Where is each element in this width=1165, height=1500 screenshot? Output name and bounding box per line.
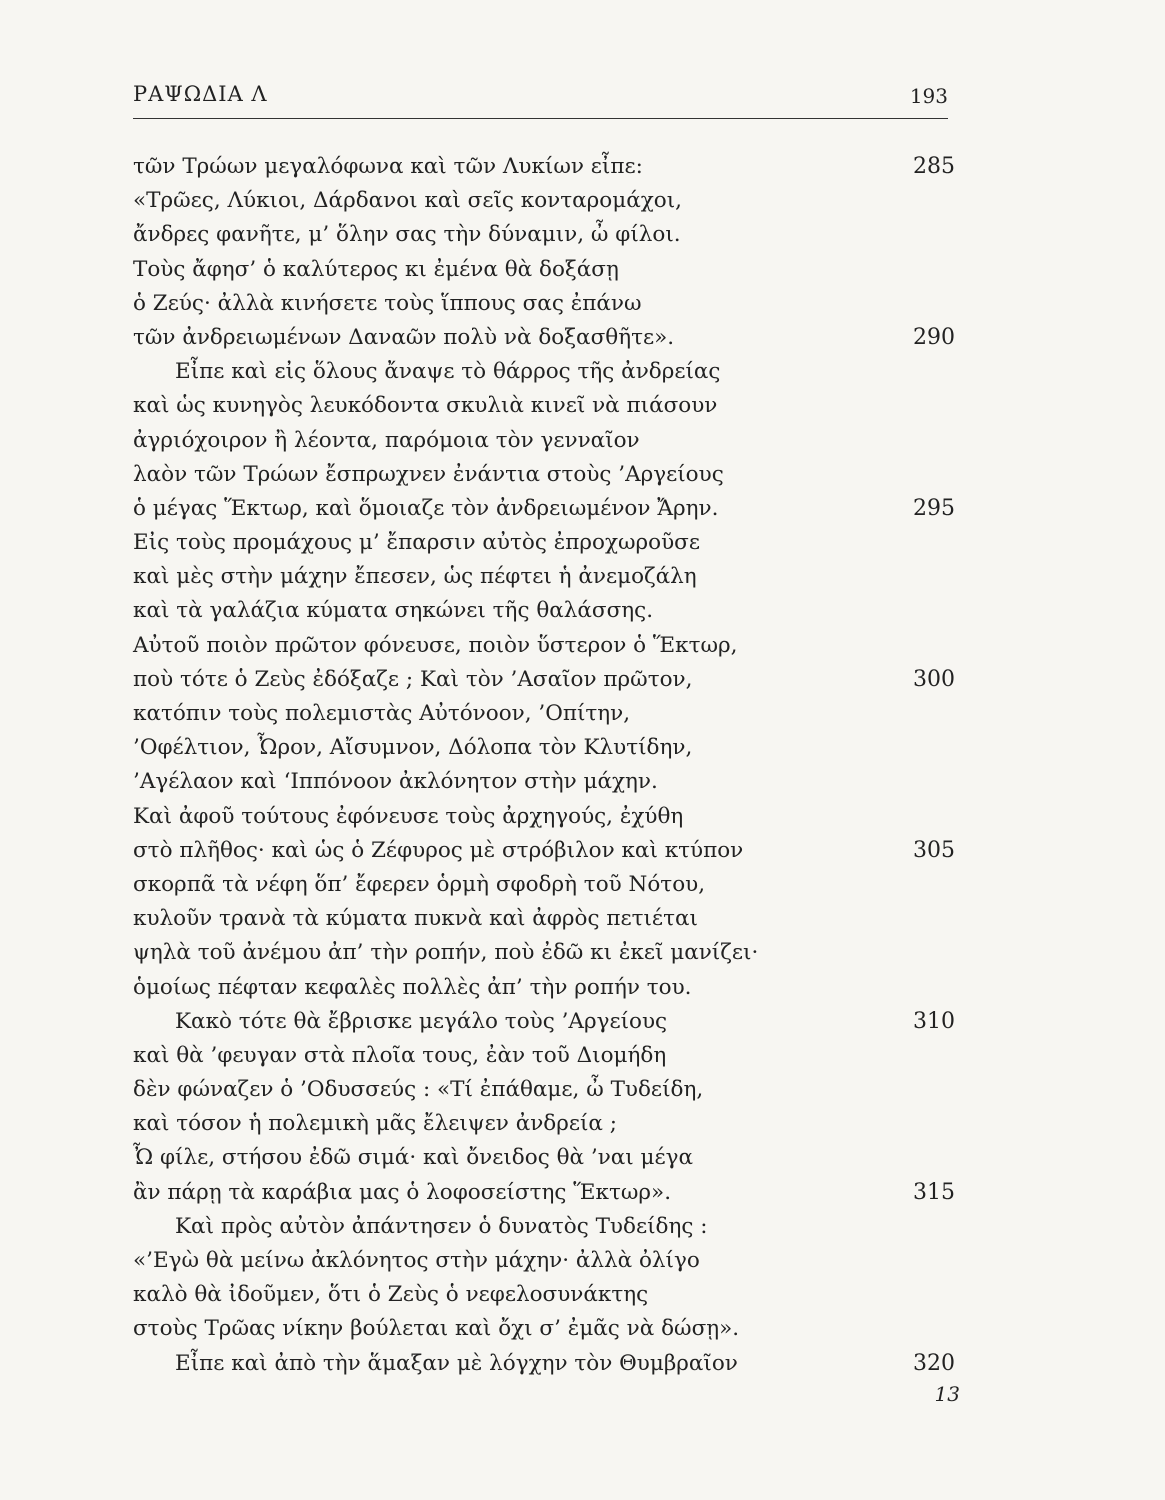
verse-line xyxy=(133,287,963,321)
verse-text: δὲν φώναζεν ὁ ’Οδυσσεύς : «Τί ἐπάθαμε, ὦ Τυδείδη, xyxy=(133,1077,704,1103)
verse-line xyxy=(133,1039,963,1073)
verse-line xyxy=(133,1005,963,1039)
verse-line xyxy=(133,834,963,868)
verse-text: ὁμοίως πέφταν κεφαλὲς πολλὲς ἀπ’ τὴν ροπήν του. xyxy=(133,974,692,1000)
verse-text: Τοὺς ἄφησ’ ὁ καλύτερος κι ἐμένα θὰ δοξάσῃ xyxy=(133,256,619,282)
verse-text: κατόπιν τοὺς πολεμιστὰς Αὐτόνοον, ’Οπίτην, xyxy=(133,701,631,726)
verse-text: σκορπᾶ τὰ νέφη ὅπ’ ἔφερεν ὁρμὴ σφοδρὴ τοῦ Νότου, xyxy=(133,871,706,897)
verse-text: τῶν ἀνδρειωμένων Δαναῶν πολὺ νὰ δοξασθῆτε». xyxy=(133,324,675,350)
verse-text: ὁ Ζεύς· ἀλλὰ κινήσετε τοὺς ἵππους σας ἐπάνω xyxy=(133,290,642,316)
verse-text: ποὺ τότε ὁ Ζεὺς ἐδόξαζε ; Καὶ τὸν ’Ασαῖον πρῶτον, xyxy=(133,666,693,692)
verse-line xyxy=(133,1141,963,1175)
verse-line xyxy=(133,458,963,492)
verse-text: στὸ πλῆθος· καὶ ὡς ὁ Ζέφυρος μὲ στρόβιλον καὶ κτύπον xyxy=(133,837,744,863)
verse-text: ’Οφέλτιον, Ὦρον, Αἴσυμνον, Δόλοπα τὸν Κλυτίδην, xyxy=(133,735,693,761)
verse-line xyxy=(133,868,963,902)
verse-line xyxy=(133,1347,963,1381)
line-number: 295 xyxy=(913,495,955,521)
verse-line xyxy=(133,1278,963,1312)
verse-line xyxy=(133,355,963,389)
verse-line xyxy=(133,253,963,287)
verse-text: Αὐτοῦ ποιὸν πρῶτον φόνευσε, ποιὸν ὕστερον ὁ Ἕκτωρ, xyxy=(133,632,738,658)
verse-text: τῶν Τρώων μεγαλόφωνα καὶ τῶν Λυκίων εἶπε: xyxy=(133,154,643,179)
verse-line xyxy=(133,1244,963,1278)
verse-line xyxy=(133,492,963,526)
verse-line xyxy=(133,321,963,355)
verse-text: κυλοῦν τρανὰ τὰ κύματα πυκνὰ καὶ ἀφρὸς πετιέται xyxy=(133,906,698,932)
verse-text: ψηλὰ τοῦ ἀνέμου ἀπ’ τὴν ροπήν, ποὺ ἐδῶ κι ἐκεῖ μανίζει· xyxy=(133,940,759,966)
line-number: 285 xyxy=(913,154,955,179)
verse-text: ’Αγέλαον καὶ ‘Ιππόνοον ἀκλόνητον στὴν μάχην. xyxy=(133,769,658,795)
verse-line xyxy=(133,1073,963,1107)
verse-text: Εἶπε καὶ ἀπὸ τὴν ἅμαξαν μὲ λόγχην τὸν Θυμβραῖον xyxy=(175,1350,738,1376)
running-header xyxy=(133,78,948,119)
verse-text: καὶ τόσον ἡ πολεμικὴ μᾶς ἔλειψεν ἀνδρεία ; xyxy=(133,1111,618,1137)
verse-line xyxy=(133,184,963,218)
verse-text: ἄνδρες φανῆτε, μ’ ὅλην σας τὴν δύναμιν, ὦ φίλοι. xyxy=(133,222,681,248)
verse-text: Εἰς τοὺς προμάχους μ’ ἔπαρσιν αὐτὸς ἐπροχωροῦσε xyxy=(133,530,700,556)
verse-line xyxy=(133,697,963,731)
verse-line xyxy=(133,594,963,628)
verse-line xyxy=(133,560,963,594)
verse-line xyxy=(133,1312,963,1346)
verse-text: Ὦ φίλε, στήσου ἐδῶ σιμά· καὶ ὄνειδος θὰ ’ναι μέγα xyxy=(133,1145,694,1171)
book-title: ΡΑΨΩΔΙΑ Λ xyxy=(133,82,268,106)
verse-text: καὶ μὲς στὴν μάχην ἔπεσεν, ὡς πέφτει ἡ ἀνεμοζάλη xyxy=(133,564,697,590)
signature-mark: 13 xyxy=(934,1382,960,1406)
line-number: 300 xyxy=(913,666,955,692)
verse-text: καλὸ θὰ ἰδοῦμεν, ὅτι ὁ Ζεὺς ὁ νεφελοσυνάκτης xyxy=(133,1282,649,1308)
verse-line xyxy=(133,1107,963,1141)
verse-line xyxy=(133,731,963,765)
verse-text: ἂν πάρῃ τὰ καράβια μας ὁ λοφοσείστης Ἕκτωρ». xyxy=(133,1179,672,1205)
verse-text: καὶ τὰ γαλάζια κύματα σηκώνει τῆς θαλάσσης. xyxy=(133,598,654,624)
verse-line xyxy=(133,424,963,458)
verse-text: ὁ μέγας Ἕκτωρ, καὶ ὅμοιαζε τὸν ἀνδρειωμένον Ἄρην. xyxy=(133,495,719,521)
verse-line xyxy=(133,1176,963,1210)
verse-line xyxy=(133,800,963,834)
line-number: 315 xyxy=(913,1179,955,1205)
verse-text: ἀγριόχοιρον ἢ λέοντα, παρόμοια τὸν γενναῖον xyxy=(133,427,640,453)
verse-line xyxy=(133,1210,963,1244)
verse-text: καὶ ὡς κυνηγὸς λευκόδοντα σκυλιὰ κινεῖ νὰ πιάσουν xyxy=(133,393,718,419)
verse-line xyxy=(133,629,963,663)
verse-text: Καὶ πρὸς αὐτὸν ἀπάντησεν ὁ δυνατὸς Τυδείδης : xyxy=(175,1213,708,1239)
verse-text: λαὸν τῶν Τρώων ἔσπρωχνεν ἐνάντια στοὺς ’Αργείους xyxy=(133,461,724,487)
line-number: 305 xyxy=(913,837,955,863)
verse-line xyxy=(133,902,963,936)
verse-text: στοὺς Τρῶας νίκην βούλεται καὶ ὄχι σ’ ἐμᾶς νὰ δώσῃ». xyxy=(133,1316,740,1342)
verse-text: Καὶ ἀφοῦ τούτους ἐφόνευσε τοὺς ἀρχηγούς, ἐχύθη xyxy=(133,803,684,829)
verse-text: Κακὸ τότε θὰ ἔβρισκε μεγάλο τοὺς ’Αργείους xyxy=(175,1008,668,1034)
verse-block xyxy=(133,150,963,1381)
verse-line xyxy=(133,936,963,970)
verse-line xyxy=(133,150,963,184)
verse-line xyxy=(133,389,963,423)
page-number: 193 xyxy=(909,84,948,108)
verse-text: «’Εγὼ θὰ μείνω ἀκλόνητος στὴν μάχην· ἀλλὰ ὀλίγο xyxy=(133,1248,700,1273)
verse-line xyxy=(133,765,963,799)
verse-line xyxy=(133,971,963,1005)
verse-line xyxy=(133,526,963,560)
line-number: 290 xyxy=(913,324,955,350)
verse-line xyxy=(133,218,963,252)
verse-line xyxy=(133,663,963,697)
line-number: 310 xyxy=(913,1008,955,1034)
verse-text: «Τρῶες, Λύκιοι, Δάρδανοι καὶ σεῖς κονταρομάχοι, xyxy=(133,188,682,214)
verse-text: καὶ θὰ ’φευγαν στὰ πλοῖα τους, ἐὰν τοῦ Διομήδη xyxy=(133,1042,667,1068)
verse-text: Εἶπε καὶ εἰς ὅλους ἄναψε τὸ θάρρος τῆς ἀνδρείας xyxy=(175,359,721,385)
line-number: 320 xyxy=(913,1350,955,1376)
